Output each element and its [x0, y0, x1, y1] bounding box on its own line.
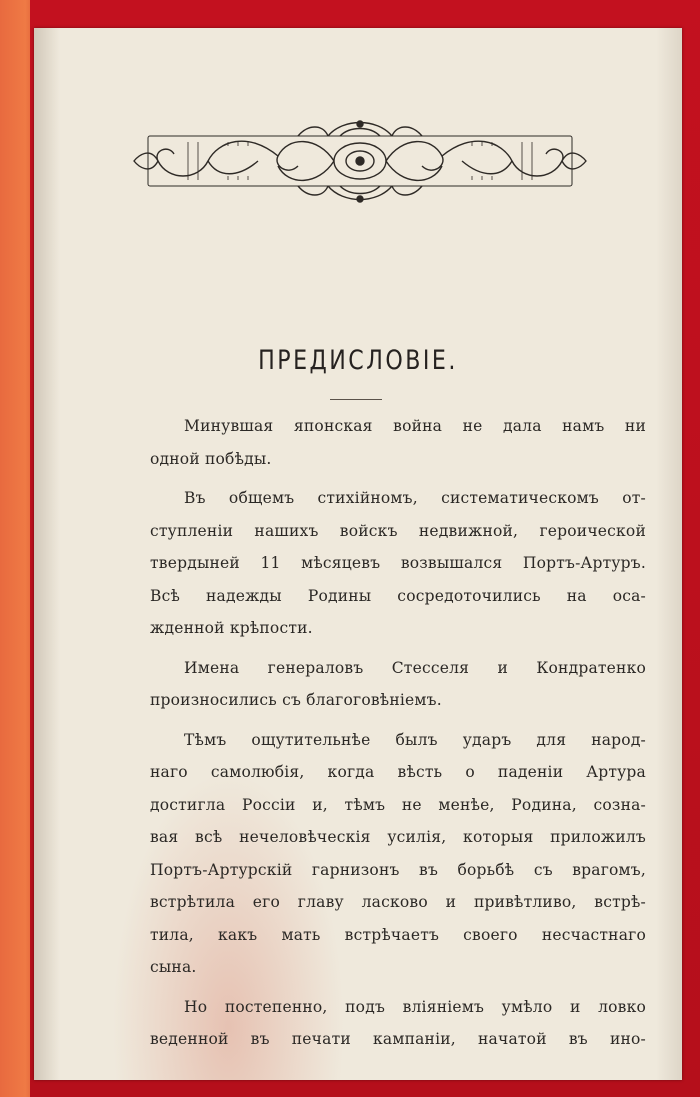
text-line: Имена генераловъ Стесселя и Кондратенко	[184, 658, 646, 677]
text-line: встрѣтила его главу ласково и привѣтливо, встрѣ-	[150, 893, 646, 911]
decorative-headpiece-ornament	[128, 116, 592, 206]
text-line: вая всѣ нечеловѣческія усилія, которыя приложилъ	[150, 828, 646, 846]
paragraph	[116, 991, 646, 1056]
text-line: Въ общемъ стихійномъ, систематическомъ от-	[184, 489, 646, 507]
text-line: сына.	[150, 958, 197, 976]
text-line: тила, какъ мать встрѣчаетъ своего несчастнаго	[150, 925, 646, 944]
text-line: Тѣмъ ощутительнѣе былъ ударъ для народ-	[184, 730, 646, 749]
paragraph	[116, 724, 646, 984]
text-line: достигла Россіи и, тѣмъ не менѣе, Родина, созна-	[150, 795, 646, 814]
text-line: твердыней 11 мѣсяцевъ возвышался Портъ-Артуръ.	[150, 554, 646, 572]
text-line: Но постепенно, подъ вліяніемъ умѣло и ловко	[184, 997, 646, 1016]
page-title: ПРЕДИСЛОВІЕ.	[258, 345, 458, 376]
text-line: жденной крѣпости.	[150, 619, 313, 637]
text-line: веденной въ печати кампаніи, начатой въ ино-	[150, 1030, 646, 1048]
text-line: одной побѣды.	[150, 449, 272, 468]
text-line: произносились съ благоговѣніемъ.	[150, 691, 442, 709]
text-line: Всѣ надежды Родины сосредоточились на оса-	[150, 586, 646, 605]
paragraph	[116, 410, 646, 475]
book-page	[34, 28, 682, 1080]
preface-text	[116, 410, 646, 1063]
text-line: Минувшая японская война не дала намъ ни	[184, 417, 646, 435]
text-line: наго самолюбія, когда вѣсть о паденіи Артура	[150, 763, 646, 781]
text-line: Портъ-Артурскій гарнизонъ въ борьбѣ съ врагомъ,	[150, 860, 646, 879]
paragraph	[116, 652, 646, 717]
title-divider	[330, 399, 382, 400]
paragraph	[116, 482, 646, 645]
text-line: ступленіи нашихъ войскъ недвижной, героической	[150, 521, 646, 540]
